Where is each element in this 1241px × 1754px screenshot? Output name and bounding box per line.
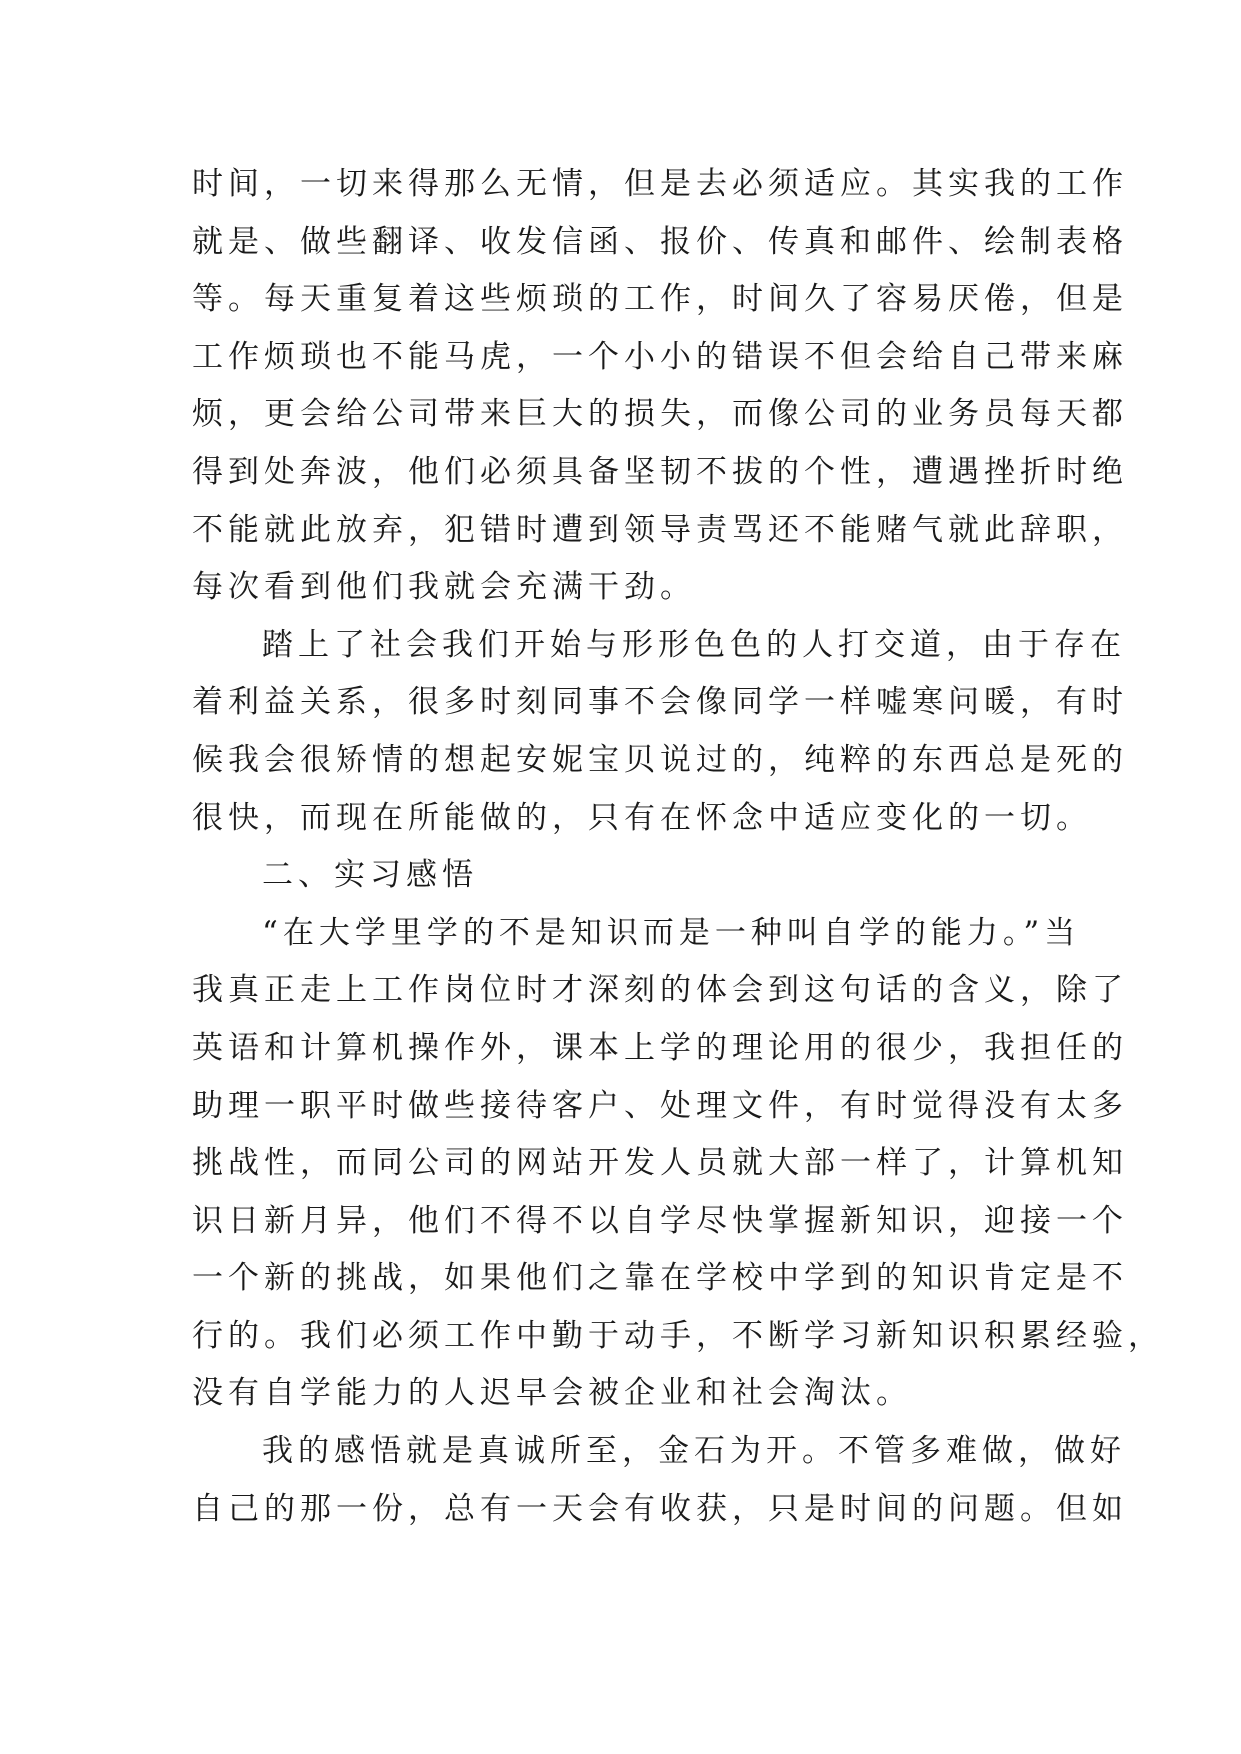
- text-line: 烦，更会给公司带来巨大的损失，而像公司的业务员每天都: [192, 396, 1128, 433]
- text-line: 不能就此放弃，犯错时遭到领导责骂还不能赌气就此辞职，: [192, 511, 1128, 548]
- text-line: 候我会很矫情的想起安妮宝贝说过的，纯粹的东西总是死的: [192, 741, 1128, 778]
- text-line: 就是、做些翻译、收发信函、报价、传真和邮件、绘制表格: [192, 223, 1128, 260]
- text-line: 我真正走上工作岗位时才深刻的体会到这句话的含义，除了: [192, 972, 1128, 1009]
- body-text: [192, 156, 1164, 1538]
- text-line: 没有自学能力的人迟早会被企业和社会淘汰。: [192, 1375, 912, 1412]
- section-heading: 二、实习感悟: [262, 857, 478, 894]
- paragraph-start-line: “在大学里学的不是知识而是一种叫自学的能力。”当: [262, 914, 1081, 951]
- paragraph-start-line: 我的感悟就是真诚所至，金石为开。不管多难做，做好: [262, 1433, 1126, 1470]
- paragraph-start-line: 踏上了社会我们开始与形形色色的人打交道，由于存在: [262, 626, 1126, 663]
- text-line: 得到处奔波，他们必须具备坚韧不拔的个性，遭遇挫折时绝: [192, 453, 1128, 490]
- text-line: 时间，一切来得那么无情，但是去必须适应。其实我的工作: [192, 166, 1128, 202]
- text-line: 行的。我们必须工作中勤于动手，不断学习新知识积累经验，: [192, 1317, 1164, 1354]
- text-line: 很快，而现在所能做的，只有在怀念中适应变化的一切。: [192, 799, 1092, 836]
- text-line: 自己的那一份，总有一天会有收获，只是时间的问题。但如: [192, 1490, 1128, 1527]
- text-line: 等。每天重复着这些烦琐的工作，时间久了容易厌倦，但是: [192, 281, 1128, 318]
- text-line: 着利益关系，很多时刻同事不会像同学一样嘘寒问暖，有时: [192, 684, 1128, 721]
- text-line: 英语和计算机操作外，课本上学的理论用的很少，我担任的: [192, 1029, 1128, 1066]
- text-line: 工作烦琐也不能马虎，一个小小的错误不但会给自己带来麻: [192, 338, 1128, 375]
- text-line: 助理一职平时做些接待客户、处理文件，有时觉得没有太多: [192, 1087, 1128, 1124]
- text-line: 每次看到他们我就会充满干劲。: [192, 569, 696, 606]
- text-line: 识日新月异，他们不得不以自学尽快掌握新知识，迎接一个: [192, 1202, 1128, 1239]
- text-line: 一个新的挑战，如果他们之靠在学校中学到的知识肯定是不: [192, 1260, 1128, 1297]
- text-line: 挑战性，而同公司的网站开发人员就大部一样了，计算机知: [192, 1145, 1128, 1182]
